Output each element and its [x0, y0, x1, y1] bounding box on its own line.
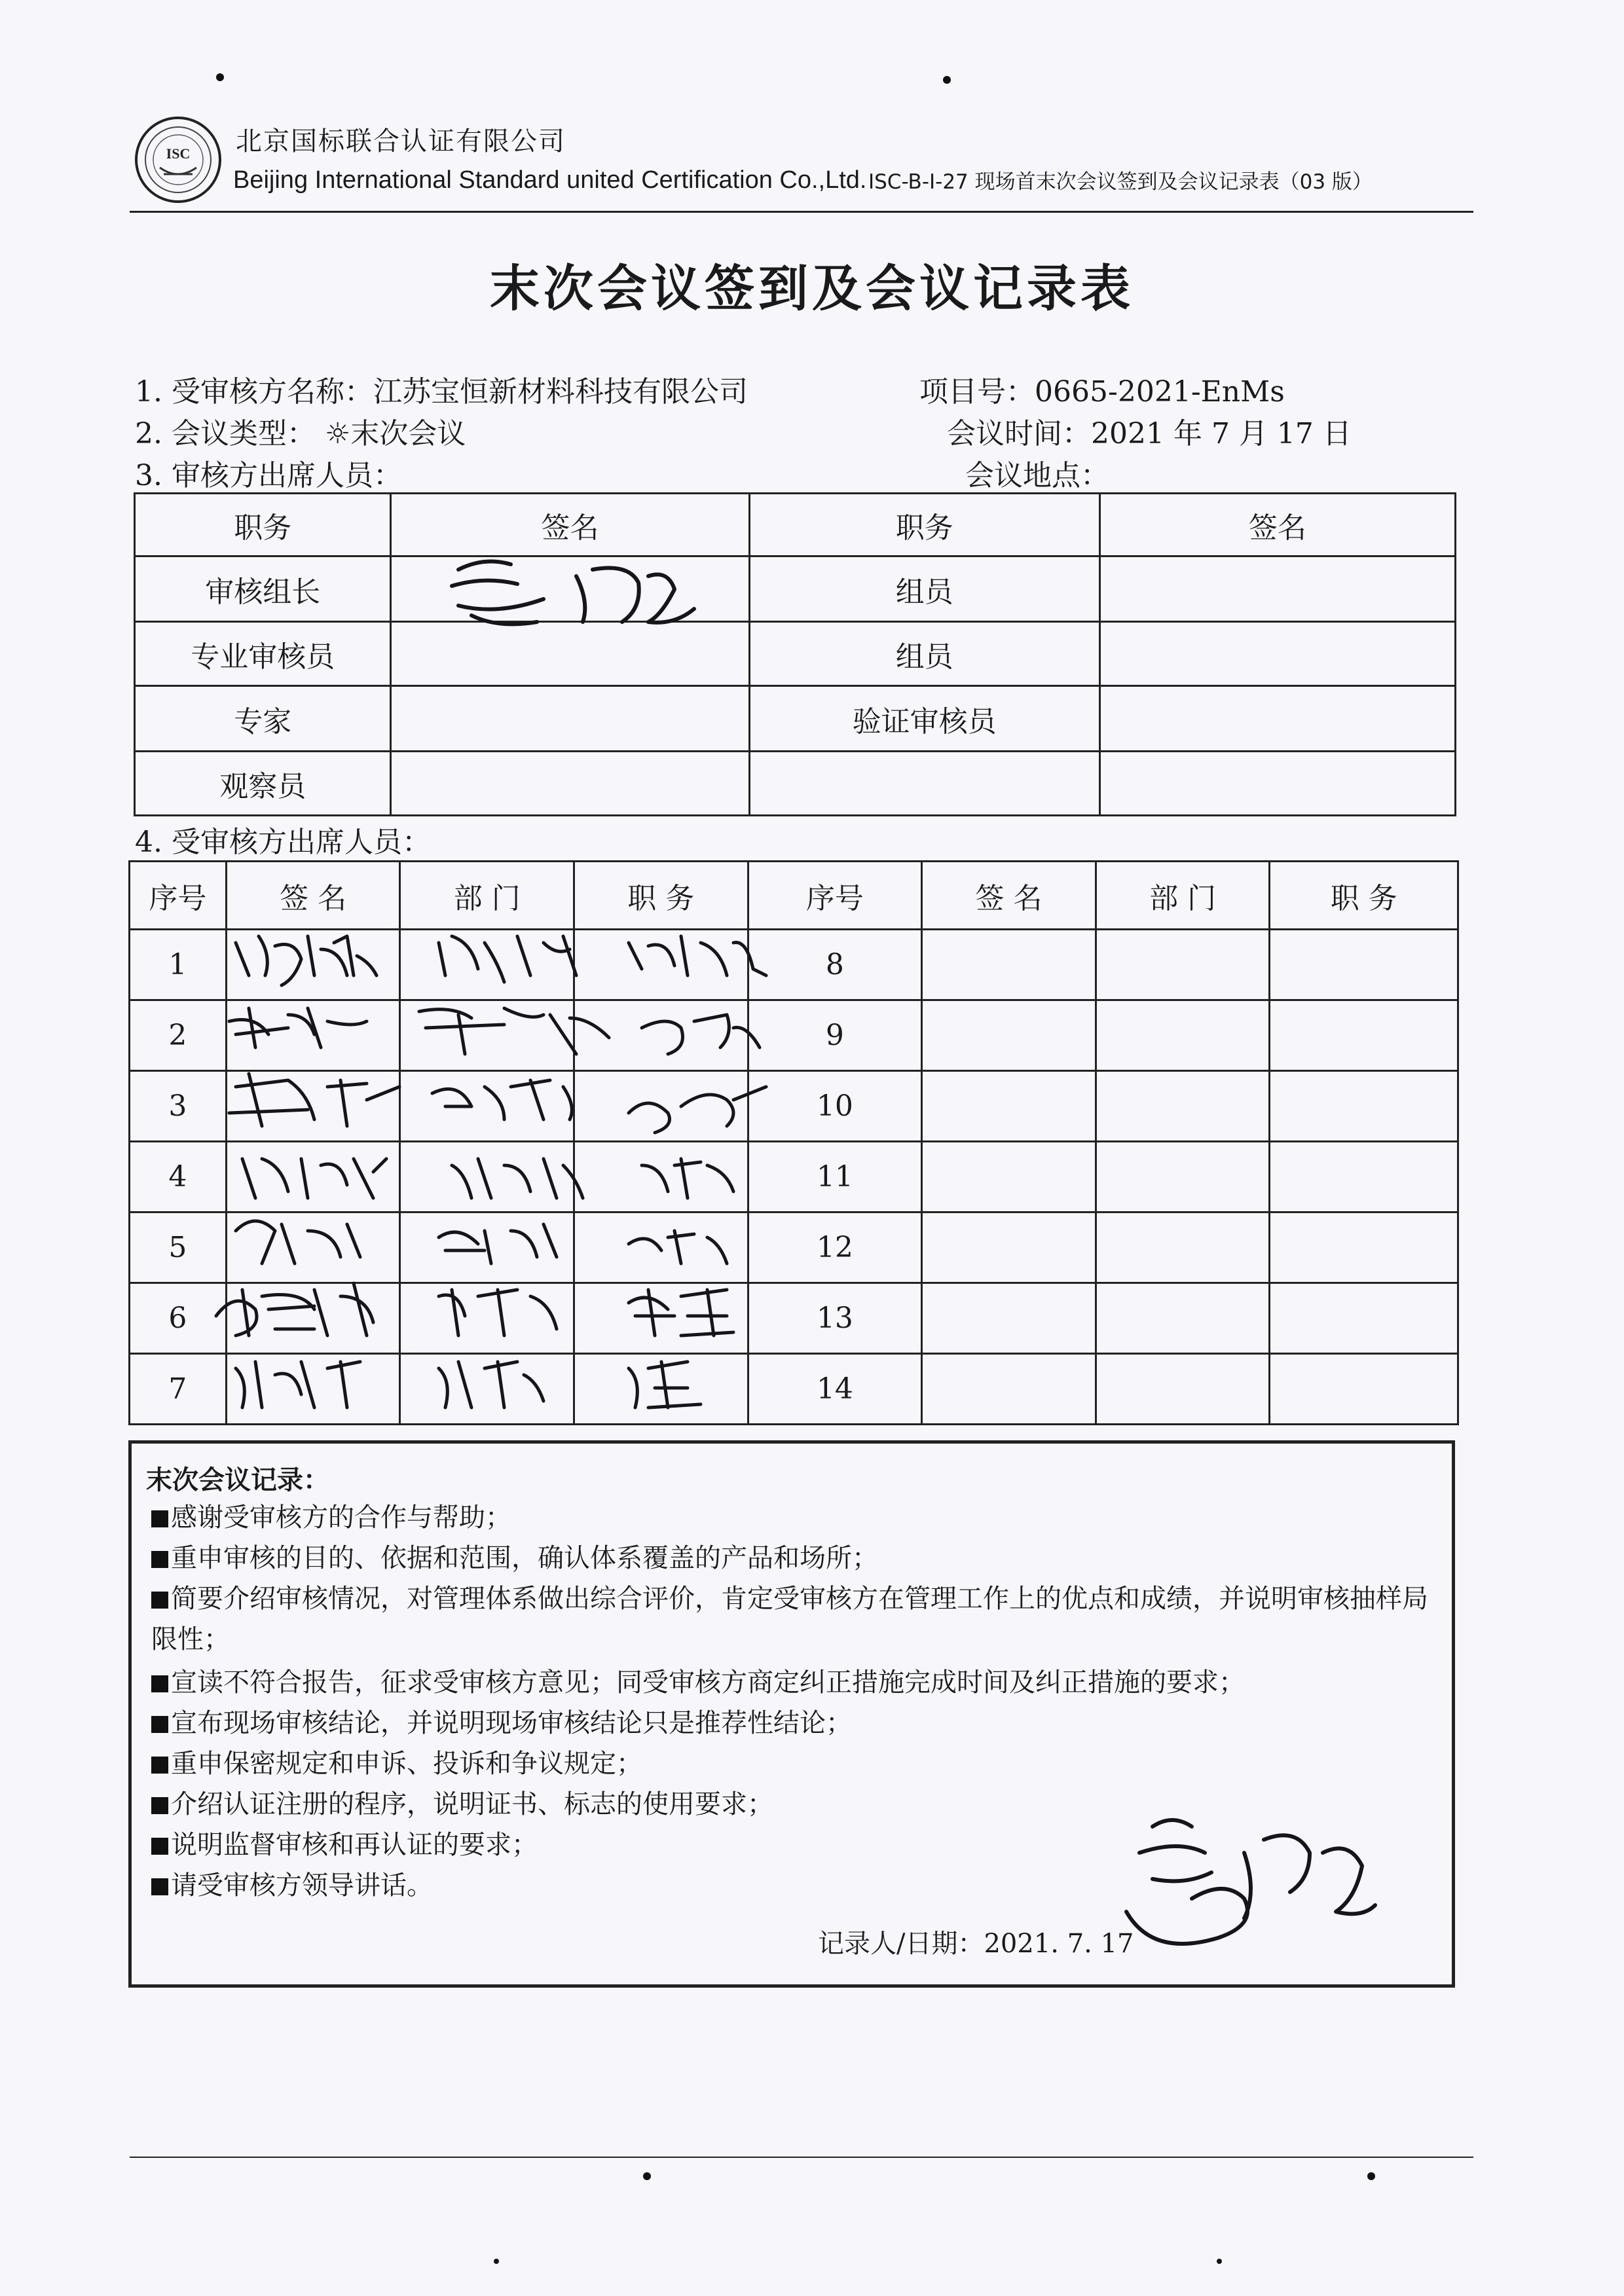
- list-item: [151, 1538, 1448, 1578]
- signature-cell: [922, 1000, 1096, 1071]
- signature-cell: [1099, 686, 1455, 752]
- bullet-square-icon: [151, 1797, 168, 1814]
- signature-cell: [1099, 622, 1455, 686]
- header-divider: [130, 211, 1473, 213]
- list-item-text: 重申审核的目的、依据和范围，确认体系覆盖的产品和场所；: [171, 1543, 878, 1573]
- position-cell: [1270, 1071, 1458, 1142]
- table-row: [130, 1071, 1458, 1142]
- role-cell: 审核组长: [135, 556, 391, 622]
- signature-cell: [226, 1071, 400, 1142]
- signature-cell: [226, 1354, 400, 1425]
- signature-cell: [391, 622, 749, 686]
- list-item-text: 请受审核方领导讲话。: [171, 1870, 433, 1901]
- row-number: 11: [748, 1142, 922, 1212]
- signature-cell: [922, 1071, 1096, 1142]
- signature-cell: [226, 1142, 400, 1212]
- row-number: 10: [748, 1071, 922, 1142]
- row-number: 14: [748, 1354, 922, 1425]
- signature-cell: [922, 1283, 1096, 1354]
- department-cell: [1096, 1354, 1270, 1425]
- list-item-text: 感谢受审核方的合作与帮助；: [171, 1503, 511, 1533]
- table-row: [130, 1142, 1458, 1212]
- auditee-name: 1. 受审核方名称：江苏宝恒新材料科技有限公司: [135, 375, 748, 409]
- scan-dot: [1217, 2259, 1222, 2264]
- signature-cell: [226, 1212, 400, 1283]
- department-cell: [400, 1212, 574, 1283]
- header-cell: 序号: [130, 862, 227, 930]
- list-item-text: 说明监督审核和再认证的要求；: [171, 1830, 538, 1860]
- position-cell: [1270, 1142, 1458, 1212]
- position-cell: [574, 1142, 748, 1212]
- position-cell: [574, 1354, 748, 1425]
- scan-dot: [643, 2172, 651, 2180]
- record-title: 末次会议记录：: [146, 1465, 329, 1495]
- row-number: 4: [130, 1142, 227, 1212]
- signature-cell: [922, 1354, 1096, 1425]
- department-cell: [1096, 930, 1270, 1000]
- department-cell: [1096, 1142, 1270, 1212]
- list-item: [151, 1825, 1448, 1865]
- role-cell: 专家: [135, 686, 391, 752]
- list-item-text: 介绍认证注册的程序，说明证书、标志的使用要求；: [171, 1789, 773, 1819]
- role-cell: 专业审核员: [135, 622, 391, 686]
- position-cell: [574, 1000, 748, 1071]
- header-cell: 签 名: [226, 862, 400, 930]
- scan-dot: [494, 2259, 499, 2264]
- row-number: 6: [130, 1283, 227, 1354]
- signature-cell: [391, 556, 749, 622]
- table-row: [130, 1000, 1458, 1071]
- signature-cell: [1099, 556, 1455, 622]
- list-item: [151, 1703, 1448, 1743]
- signature-cell: [226, 1283, 400, 1354]
- department-cell: [400, 930, 574, 1000]
- department-cell: [400, 1354, 574, 1425]
- row-number: 7: [130, 1354, 227, 1425]
- scan-dot: [943, 76, 951, 84]
- list-item-text: 宣布现场审核结论，并说明现场审核结论只是推荐性结论；: [171, 1708, 852, 1738]
- position-cell: [574, 1071, 748, 1142]
- signature-cell: [922, 930, 1096, 1000]
- header-cell: 签名: [391, 494, 749, 556]
- auditor-table: [134, 492, 1456, 816]
- footer-divider: [130, 2157, 1473, 2158]
- position-cell: [1270, 1000, 1458, 1071]
- list-item: [151, 1784, 1448, 1825]
- table-row: [130, 1354, 1458, 1425]
- department-cell: [400, 1142, 574, 1212]
- role-cell: 观察员: [135, 752, 391, 816]
- header-cell: 部 门: [400, 862, 574, 930]
- header-cell: 职务: [135, 494, 391, 556]
- header-cell: 职务: [749, 494, 1099, 556]
- bullet-square-icon: [151, 1510, 168, 1527]
- project-number: 项目号：0665-2021-EnMs: [919, 375, 1285, 409]
- header-cell: 部 门: [1096, 862, 1270, 930]
- position-cell: [574, 1212, 748, 1283]
- department-cell: [1096, 1071, 1270, 1142]
- bullet-square-icon: [151, 1757, 168, 1774]
- row-number: 3: [130, 1071, 227, 1142]
- row-number: 2: [130, 1000, 227, 1071]
- department-cell: [400, 1283, 574, 1354]
- list-item: [151, 1662, 1448, 1703]
- bullet-square-icon: [151, 1838, 168, 1855]
- position-cell: [574, 1283, 748, 1354]
- auditor-attendees-label: 3. 审核方出席人员：: [135, 459, 402, 492]
- bullet-square-icon: [151, 1878, 168, 1895]
- role-cell: 组员: [749, 556, 1099, 622]
- scan-dot: [216, 73, 224, 81]
- bullet-square-icon: [151, 1551, 168, 1568]
- table-row: [130, 1283, 1458, 1354]
- list-item: [151, 1578, 1448, 1660]
- row-number: 5: [130, 1212, 227, 1283]
- scan-dot: [1367, 2172, 1375, 2180]
- recorder-date: 记录人/日期：2021. 7. 17: [818, 1929, 1134, 1959]
- signature-cell: [1099, 752, 1455, 816]
- list-item: [151, 1497, 1448, 1538]
- meeting-record-box: [128, 1440, 1455, 1988]
- table-row: [130, 1212, 1458, 1283]
- bullet-square-icon: [151, 1675, 168, 1692]
- header-cell: 签名: [1099, 494, 1455, 556]
- position-cell: [1270, 1354, 1458, 1425]
- meeting-place: 会议地点：: [965, 459, 1109, 492]
- auditee-attendees-label: 4. 受审核方出席人员：: [135, 826, 431, 859]
- signature-cell: [391, 752, 749, 816]
- header-cell: 职 务: [574, 862, 748, 930]
- department-cell: [1096, 1000, 1270, 1071]
- role-cell: [749, 752, 1099, 816]
- form-code: ISC-B-I-27 现场首末次会议签到及会议记录表（03 版）: [868, 170, 1373, 194]
- position-cell: [1270, 1283, 1458, 1354]
- position-cell: [574, 930, 748, 1000]
- department-cell: [400, 1000, 574, 1071]
- meeting-time: 会议时间：2021 年 7 月 17 日: [947, 417, 1352, 450]
- signature-cell: [226, 930, 400, 1000]
- row-number: 8: [748, 930, 922, 1000]
- bullet-square-icon: [151, 1592, 168, 1609]
- svg-text:ISC: ISC: [166, 145, 191, 162]
- department-cell: [1096, 1283, 1270, 1354]
- page-title: 末次会议签到及会议记录表: [490, 259, 1134, 318]
- position-cell: [1270, 1212, 1458, 1283]
- row-number: 13: [748, 1283, 922, 1354]
- header-cell: 签 名: [922, 862, 1096, 930]
- role-cell: 组员: [749, 622, 1099, 686]
- position-cell: [1270, 930, 1458, 1000]
- company-name-en: Beijing International Standard united Certification Co.,Ltd.: [233, 166, 867, 194]
- list-item-text: 宣读不符合报告，征求受审核方意见；同受审核方商定纠正措施完成时间及纠正措施的要求；: [171, 1667, 1245, 1698]
- meeting-type: 2. 会议类型： ☼末次会议: [135, 417, 466, 450]
- row-number: 12: [748, 1212, 922, 1283]
- list-item: [151, 1743, 1448, 1784]
- bullet-square-icon: [151, 1716, 168, 1733]
- signature-cell: [226, 1000, 400, 1071]
- row-number: 9: [748, 1000, 922, 1071]
- header-cell: 序号: [748, 862, 922, 930]
- department-cell: [400, 1071, 574, 1142]
- signature-cell: [922, 1212, 1096, 1283]
- attendee-table: [128, 860, 1459, 1425]
- isc-logo: [134, 115, 223, 204]
- company-name-cn: 北京国标联合认证有限公司: [236, 126, 566, 156]
- list-item-text: 简要介绍审核情况，对管理体系做出综合评价，肯定受审核方在管理工作上的优点和成绩，并说明审核抽样局限性；: [151, 1584, 1428, 1654]
- row-number: 1: [130, 930, 227, 1000]
- signature-cell: [391, 686, 749, 752]
- header-cell: 职 务: [1270, 862, 1458, 930]
- department-cell: [1096, 1212, 1270, 1283]
- list-item-text: 重申保密规定和申诉、投诉和争议规定；: [171, 1749, 642, 1779]
- table-row: [130, 930, 1458, 1000]
- list-item: [151, 1865, 1448, 1906]
- signature-cell: [922, 1142, 1096, 1212]
- role-cell: 验证审核员: [749, 686, 1099, 752]
